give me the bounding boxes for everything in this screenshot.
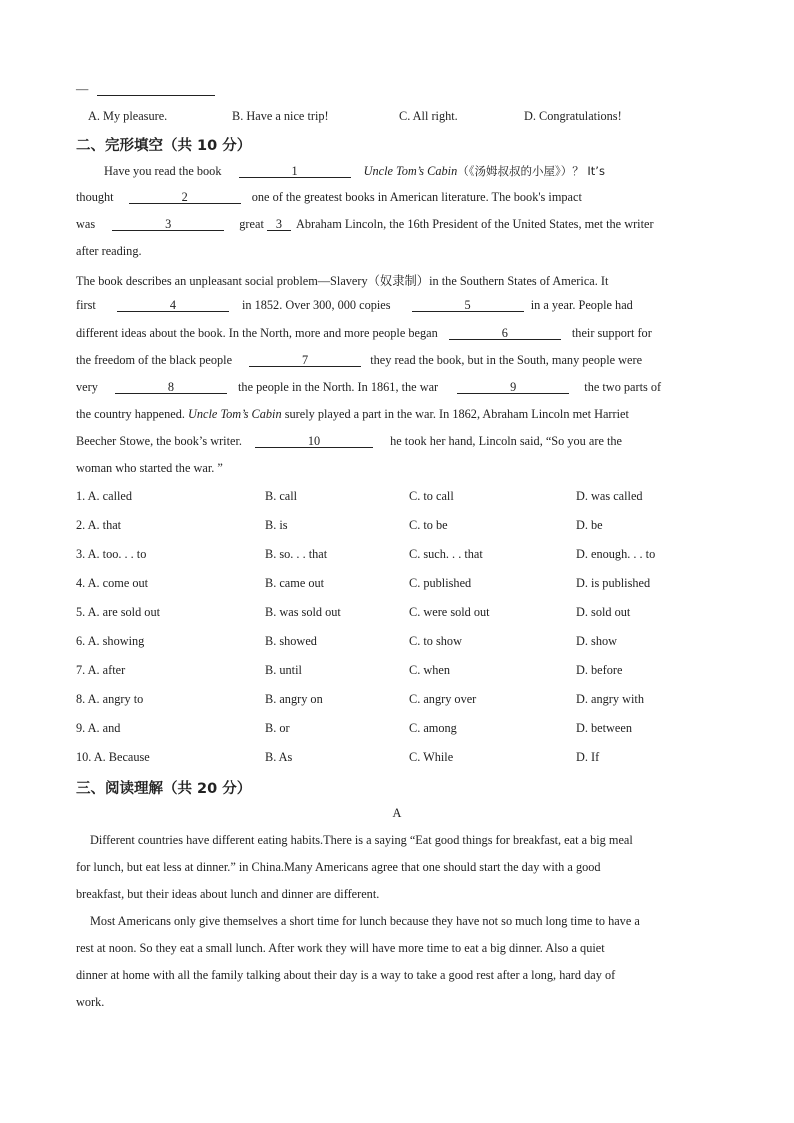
- question-10-option-c[interactable]: C. While: [409, 750, 454, 764]
- top-option-d: D. Congratulations!: [524, 109, 622, 123]
- passage-label: A: [392, 806, 402, 820]
- question-7-option-d[interactable]: D. before: [576, 663, 623, 677]
- question-4-option-a[interactable]: 4. A. come out: [76, 576, 149, 590]
- question-6-option-d[interactable]: D. show: [576, 634, 617, 648]
- reading-line: work.: [76, 995, 105, 1009]
- question-8-option-d[interactable]: D. angry with: [576, 692, 644, 706]
- passage-line: was 3 great 3 Abraham Lincoln, the 16th President of the United States, met the writer: [76, 217, 654, 231]
- passage-line: different ideas about the book. In the North, more and more people began 6 their support for: [76, 326, 652, 340]
- top-option-b: B. Have a nice trip!: [232, 109, 329, 123]
- question-6-option-b[interactable]: B. showed: [265, 634, 317, 648]
- question-7-option-c[interactable]: C. when: [409, 663, 450, 677]
- question-4-option-d[interactable]: D. is published: [576, 576, 651, 590]
- reading-line: Different countries have different eating habits.There is a saying “Eat good things for breakfast, eat a big meal: [90, 833, 633, 847]
- section-3-title: 三、阅读理解（共 20 分）: [76, 781, 252, 797]
- question-8-option-b[interactable]: B. angry on: [265, 692, 323, 706]
- question-3-option-a[interactable]: 3. A. too. . . to: [76, 547, 147, 561]
- section-2-title: 二、完形填空（共 10 分）: [76, 138, 252, 154]
- question-5-option-c[interactable]: C. were sold out: [409, 605, 490, 619]
- question-5-option-d[interactable]: D. sold out: [576, 605, 631, 619]
- question-3-option-d[interactable]: D. enough. . . to: [576, 547, 656, 561]
- question-2-option-c[interactable]: C. to be: [409, 518, 448, 532]
- top-option-a: A. My pleasure.: [88, 109, 168, 123]
- question-9-option-c[interactable]: C. among: [409, 721, 457, 735]
- question-9-option-a[interactable]: 9. A. and: [76, 721, 121, 735]
- question-4-option-c[interactable]: C. published: [409, 576, 472, 590]
- blank-3-repeat[interactable]: 3: [267, 218, 291, 231]
- dialog-blank-line: [76, 82, 215, 97]
- passage-line: the freedom of the black people 7 they read the book, but in the South, many people were: [76, 353, 643, 367]
- question-2-option-a[interactable]: 2. A. that: [76, 518, 122, 532]
- question-10-option-a[interactable]: 10. A. Because: [76, 750, 150, 764]
- question-6-option-a[interactable]: 6. A. showing: [76, 634, 145, 648]
- question-1-option-a[interactable]: 1. A. called: [76, 489, 133, 503]
- blank-5[interactable]: 5: [412, 299, 524, 312]
- question-2-option-d[interactable]: D. be: [576, 518, 603, 532]
- question-9-option-d[interactable]: D. between: [576, 721, 632, 735]
- question-7-option-b[interactable]: B. until: [265, 663, 302, 677]
- passage-line: Beecher Stowe, the book’s writer. 10 he took her hand, Lincoln said, “So you are the: [76, 434, 622, 448]
- passage-line: first 4 in 1852. Over 300, 000 copies 5 in a year. People had: [76, 298, 633, 312]
- question-5-option-a[interactable]: 5. A. are sold out: [76, 605, 161, 619]
- blank-6[interactable]: 6: [449, 327, 561, 340]
- question-10-option-d[interactable]: D. If: [576, 750, 600, 764]
- blank-10[interactable]: 10: [255, 435, 373, 448]
- reading-line: dinner at home with all the family talking about their day is a way to take a good rest after a long, hard day of: [76, 968, 616, 982]
- passage-line: The book describes an unpleasant social problem—Slavery（奴隶制）in the Southern States of America. It: [76, 274, 609, 288]
- question-8-option-c[interactable]: C. angry over: [409, 692, 477, 706]
- blank-3[interactable]: 3: [112, 218, 224, 231]
- blank-7[interactable]: 7: [249, 354, 361, 367]
- blank-2[interactable]: 2: [129, 191, 241, 204]
- reading-line: Most Americans only give themselves a short time for lunch because they have not so much long time to have a: [90, 914, 640, 928]
- blank-8[interactable]: 8: [115, 381, 227, 394]
- passage-line: thought 2 one of the greatest books in American literature. The book's impact: [76, 190, 582, 204]
- blank-1[interactable]: 1: [239, 165, 351, 178]
- passage-line: very 8 the people in the North. In 1861, the war 9 the two parts of: [76, 380, 662, 394]
- passage-line: Have you read the book 1 Uncle Tom’s Cabin（《汤姆叔叔的小屋》）？ It’s: [104, 164, 605, 178]
- passage-line: woman who started the war. ”: [76, 461, 223, 475]
- book-title-2: Uncle Tom’s Cabin: [188, 407, 282, 421]
- passage-line: the country happened. Uncle Tom’s Cabin surely played a part in the war. In 1862, Abraham Lincoln met Harriet: [76, 407, 629, 421]
- question-8-option-a[interactable]: 8. A. angry to: [76, 692, 144, 706]
- question-5-option-b[interactable]: B. was sold out: [265, 605, 341, 619]
- passage-line: after reading.: [76, 244, 142, 258]
- question-10-option-b[interactable]: B. As: [265, 750, 293, 764]
- answer-blank[interactable]: [97, 83, 215, 96]
- blank-9[interactable]: 9: [457, 381, 569, 394]
- question-1-option-b[interactable]: B. call: [265, 489, 298, 503]
- reading-line: rest at noon. So they eat a small lunch. After work they will have more time to eat a big dinner. Also a quiet: [76, 941, 605, 955]
- question-2-option-b[interactable]: B. is: [265, 518, 288, 532]
- dash: —: [76, 82, 89, 96]
- question-1-option-d[interactable]: D. was called: [576, 489, 643, 503]
- question-9-option-b[interactable]: B. or: [265, 721, 290, 735]
- question-3-option-b[interactable]: B. so. . . that: [265, 547, 328, 561]
- top-option-c: C. All right.: [399, 109, 458, 123]
- question-1-option-c[interactable]: C. to call: [409, 489, 454, 503]
- question-3-option-c[interactable]: C. such. . . that: [409, 547, 483, 561]
- reading-line: breakfast, but their ideas about lunch and dinner are different.: [76, 887, 380, 901]
- question-4-option-b[interactable]: B. came out: [265, 576, 325, 590]
- blank-4[interactable]: 4: [117, 299, 229, 312]
- question-7-option-a[interactable]: 7. A. after: [76, 663, 126, 677]
- book-title: Uncle Tom’s Cabin: [363, 164, 458, 178]
- question-6-option-c[interactable]: C. to show: [409, 634, 462, 648]
- reading-line: for lunch, but eat less at dinner.” in China.Many Americans agree that one should start the day with a good: [76, 860, 601, 874]
